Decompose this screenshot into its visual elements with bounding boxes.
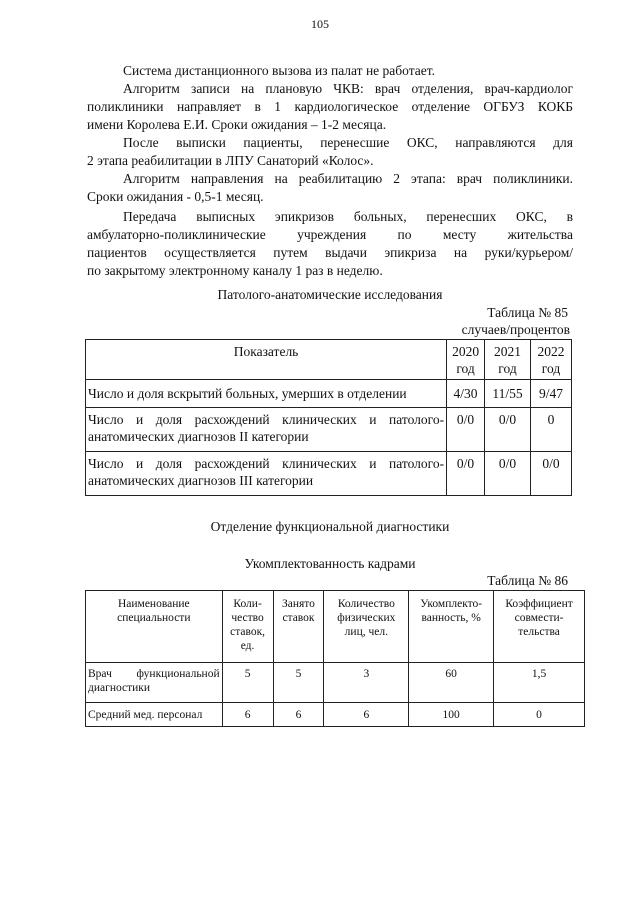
- table-row: [86, 663, 585, 703]
- table-cell: 4/30: [447, 380, 485, 408]
- table-cell: 6: [324, 703, 409, 727]
- table-86: [85, 590, 585, 727]
- table-cell: 1,5: [494, 663, 585, 703]
- table-header-cell: Показатель: [86, 340, 447, 380]
- table-cell: 0/0: [447, 452, 485, 496]
- paragraph-line: После выписки пациенты, перенесшие ОКС, направляются для: [123, 135, 573, 150]
- table-cell: 5: [222, 663, 273, 703]
- section-subtitle-staffing: Укомплектованность кадрами: [244, 556, 416, 571]
- table-header-cell: Наименование специальности: [86, 591, 223, 663]
- table-header-row: [86, 340, 572, 380]
- table-85-unit-label: случаев/процентов: [461, 322, 570, 337]
- paragraph-1: [87, 62, 573, 80]
- table-row: [86, 408, 572, 452]
- table-header-cell: 2022 год: [531, 340, 572, 380]
- table-header-row: [86, 591, 585, 663]
- table-header-cell: 2021 год: [485, 340, 531, 380]
- table-header-cell: Занято ставок: [273, 591, 324, 663]
- paragraph-line: амбулаторно-поликлинические учреждения по месту жительства: [87, 227, 573, 242]
- table-cell: 0/0: [531, 452, 572, 496]
- table-cell: 0/0: [447, 408, 485, 452]
- table-cell: 3: [324, 663, 409, 703]
- table-cell: 60: [409, 663, 494, 703]
- table-cell: 9/47: [531, 380, 572, 408]
- table-cell: 0/0: [485, 452, 531, 496]
- table-cell: 6: [273, 703, 324, 727]
- table-row: [86, 703, 585, 727]
- paragraph-3: [87, 134, 573, 170]
- table-header-cell: 2020 год: [447, 340, 485, 380]
- table-85: [85, 339, 572, 496]
- paragraph-line: Система дистанционного вызова из палат не работает.: [123, 63, 436, 78]
- table-cell: 100: [409, 703, 494, 727]
- table-header-cell: Коэффициент совмести-тельства: [494, 591, 585, 663]
- table-row-label: Число и доля расхождений клинических и патолого-анатомических диагнозов II категории: [86, 408, 447, 452]
- table-85-label: Таблица № 85: [487, 305, 568, 320]
- paragraph-line: Алгоритм направления на реабилитацию 2 этапа: врач поликлиники.: [123, 171, 573, 186]
- table-header-cell: Количество физических лиц, чел.: [324, 591, 409, 663]
- paragraph-line: Алгоритм записи на плановую ЧКВ: врач отделения, врач-кардиолог: [123, 81, 573, 96]
- table-cell: 0: [531, 408, 572, 452]
- paragraph-5: [87, 208, 573, 280]
- paragraph-line: 2 этапа реабилитации в ЛПУ Санаторий «Колос».: [87, 153, 374, 168]
- page-number: 105: [311, 17, 329, 31]
- table-row: [86, 452, 572, 496]
- table-cell: 11/55: [485, 380, 531, 408]
- table-row-label: Число и доля вскрытий больных, умерших в отделении: [86, 380, 447, 408]
- table-cell: 5: [273, 663, 324, 703]
- paragraph-line: пациентов осуществляется путем выдачи эпикриза на руки/курьером/: [87, 245, 573, 260]
- table-cell: Врач функциональной диагностики: [86, 663, 223, 703]
- paragraph-4: [87, 170, 573, 206]
- paragraph-2: [87, 80, 573, 134]
- table-cell: Средний мед. персонал: [86, 703, 223, 727]
- paragraph-line: Передача выписных эпикризов больных, перенесших ОКС, в: [123, 209, 573, 224]
- table-cell: 6: [222, 703, 273, 727]
- table-header-cell: Коли-чество ставок, ед.: [222, 591, 273, 663]
- paragraph-line: Сроки ожидания - 0,5-1 месяц.: [87, 189, 264, 204]
- section-title-pathology: Патолого-анатомические исследования: [217, 287, 443, 302]
- table-header-cell: Укомплекто-ванность, %: [409, 591, 494, 663]
- paragraph-line: поликлиники направляет в 1 кардиологическое отделение ОГБУЗ КОКБ: [87, 99, 573, 114]
- section-title-functional-diagnostics: Отделение функциональной диагностики: [210, 519, 450, 534]
- table-cell: 0: [494, 703, 585, 727]
- table-row-label: Число и доля расхождений клинических и патолого-анатомических диагнозов III категории: [86, 452, 447, 496]
- table-86-label: Таблица № 86: [487, 573, 568, 588]
- table-cell: 0/0: [485, 408, 531, 452]
- table-row: [86, 380, 572, 408]
- paragraph-line: имени Королева Е.И. Сроки ожидания – 1-2 месяца.: [87, 117, 387, 132]
- paragraph-line: по закрытому электронному каналу 1 раз в неделю.: [87, 263, 383, 278]
